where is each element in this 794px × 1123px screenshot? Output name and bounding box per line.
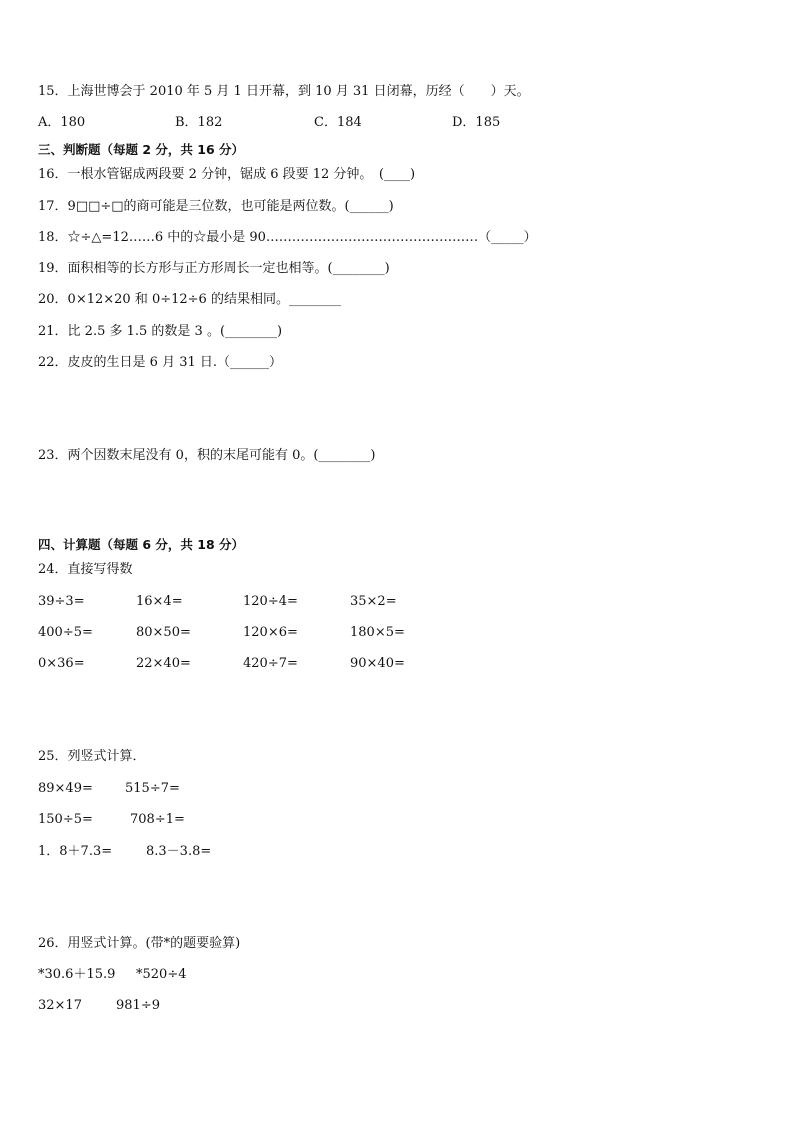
question-15-text: 15．上海世博会于 2010 年 5 月 1 日开幕，到 10 月 31 日闭幕，历经（ ）天。 <box>38 84 530 99</box>
q24-item: 120÷4= <box>243 594 298 609</box>
q15-option-d: D．185 <box>452 115 501 130</box>
q26-item: *520÷4 <box>136 967 187 982</box>
question-25-label: 25．列竖式计算． <box>38 749 146 764</box>
question-24-label: 24．直接写得数 <box>38 562 133 577</box>
question-19: 19．面积相等的长方形与正方形周长一定也相等。(________) <box>38 261 390 276</box>
q25-item: 8.3－3.8= <box>146 844 212 859</box>
q24-item: 120×6= <box>243 625 298 640</box>
q24-item: 400÷5= <box>38 625 93 640</box>
question-16: 16．一根水管锯成两段要 2 分钟，锯成 6 段要 12 分钟。 (____) <box>38 167 416 182</box>
q15-option-c: C．184 <box>314 115 362 130</box>
q24-item: 90×40= <box>350 656 405 671</box>
q15-option-a: A．180 <box>38 115 86 130</box>
question-26-label: 26．用竖式计算。(带*的题要验算) <box>38 936 241 951</box>
question-17: 17．9□□÷□的商可能是三位数，也可能是两位数。(______) <box>38 199 394 214</box>
q24-item: 420÷7= <box>243 656 298 671</box>
q26-item: *30.6＋15.9 <box>38 967 116 982</box>
question-23: 23．两个因数末尾没有 0，积的末尾可能有 0。(________) <box>38 448 376 463</box>
q15-option-b: B．182 <box>175 115 223 130</box>
question-21: 21．比 2.5 多 1.5 的数是 3 。(________) <box>38 324 283 339</box>
question-22: 22．皮皮的生日是 6 月 31 日.（______） <box>38 355 283 370</box>
q25-item: 89×49= <box>38 781 93 796</box>
q25-item: 708÷1= <box>130 812 185 827</box>
q25-item: 1．8＋7.3= <box>38 844 113 859</box>
q24-item: 80×50= <box>136 625 191 640</box>
q24-item: 22×40= <box>136 656 191 671</box>
q24-item: 16×4= <box>136 594 183 609</box>
question-20: 20．0×12×20 和 0÷12÷6 的结果相同。________ <box>38 292 341 307</box>
q24-item: 35×2= <box>350 594 397 609</box>
q26-item: 981÷9 <box>116 998 160 1013</box>
question-18: 18．☆÷△=12……6 中的☆最小是 90.…………………………………………（_____） <box>38 230 537 245</box>
q24-item: 180×5= <box>350 625 405 640</box>
section-3-title: 三、判断题（每题 2 分，共 16 分） <box>38 142 245 157</box>
q25-item: 150÷5= <box>38 812 93 827</box>
section-4-title: 四、计算题（每题 6 分，共 18 分） <box>38 537 245 552</box>
q26-item: 32×17 <box>38 998 82 1013</box>
q24-item: 39÷3= <box>38 594 85 609</box>
q24-item: 0×36= <box>38 656 85 671</box>
q25-item: 515÷7= <box>125 781 180 796</box>
